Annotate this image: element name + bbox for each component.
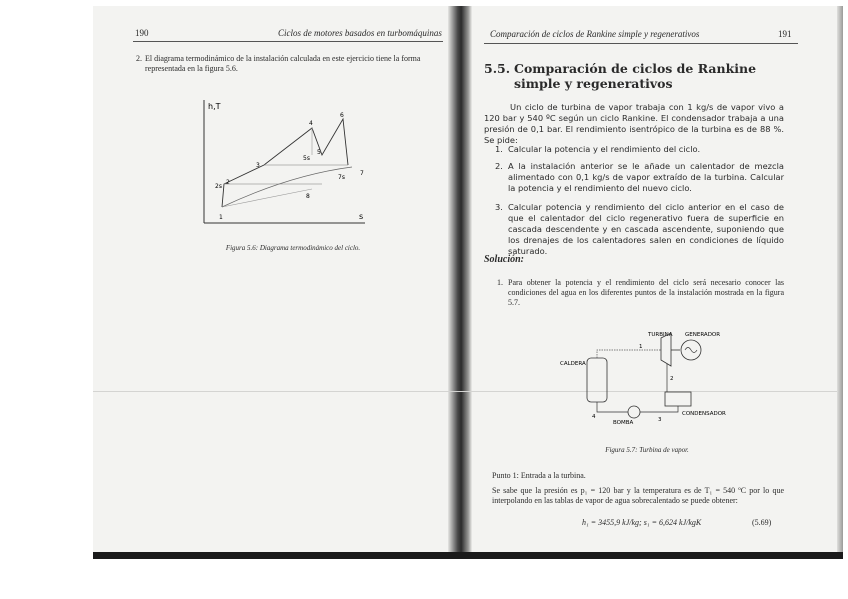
left-page-header: Ciclos de motores basados en turbomáquinas [278, 28, 442, 38]
right-figure-caption: Figura 5.7: Turbina de vapor. [605, 446, 689, 454]
pipe-1 [597, 350, 661, 358]
equation-number: (5.69) [752, 518, 772, 527]
solution-item-number: 1. [497, 278, 503, 287]
pump-symbol [628, 406, 640, 418]
question-number: 2. [495, 161, 503, 171]
point-1-heading: Punto 1: Entrada a la turbina. [492, 471, 586, 480]
condenser-symbol [665, 392, 691, 406]
section-title-text: Comparación de ciclos de Rankine simple y regenerativos [514, 61, 757, 91]
equation: h₁ = 3455,9 kJ/kg; s₁ = 6,624 kJ/kgK [582, 518, 702, 527]
right-page-header: Comparación de ciclos de Rankine simple y regenerativos [490, 29, 700, 39]
question-text: Calcular potencia y rendimiento del ciclo anterior en el caso de que el calentador del ciclo regenerativo fuera de superficie en cascada descendente y en cascada ascendente, suponiendo que los drenajes de los calentadores salen en condiciones de líquido saturado. [508, 202, 784, 256]
point-6-label: 6 [340, 112, 344, 119]
left-item-number: 2. [136, 54, 142, 63]
point-4-label: 4 [309, 120, 313, 127]
left-figure-caption: Figura 5.6: Diagrama termodinámico del ciclo. [225, 244, 361, 252]
left-page-number: 190 [135, 28, 149, 38]
point-8-label: 8 [306, 193, 310, 200]
point-2-label: 2 [226, 179, 230, 186]
left-page [93, 6, 448, 559]
sine-icon [685, 348, 697, 353]
question-item [495, 144, 784, 155]
pipe-3 [640, 406, 678, 412]
pipe-4 [597, 402, 628, 412]
point-7s-label: 7s [338, 174, 345, 181]
node-2-label: 2 [670, 376, 674, 382]
question-item [495, 161, 784, 194]
left-header-rule [133, 41, 443, 42]
section-number: 5.5. [484, 61, 511, 76]
bomba-label: BOMBA [613, 420, 634, 426]
axis-x-label: s [359, 212, 364, 221]
page-edge [837, 6, 843, 559]
problem-intro: Un ciclo de turbina de vapor trabaja con 1 kg/s de vapor vivo a 120 bar y 540 ºC según un ciclo Rankine. El condensador trabaja a una presión de 0,1 bar. El rendimiento isentrópico de la turbina es de 88 %. Se pide: [484, 102, 784, 145]
turbina-label: TURBINA [648, 332, 673, 338]
right-page [472, 6, 843, 559]
book-scan [93, 6, 843, 559]
point-5-label: 5 [317, 149, 321, 156]
scan-bottom-edge [93, 552, 843, 559]
node-1-label: 1 [639, 344, 643, 350]
solution-item-text: Para obtener la potencia y el rendimiento del ciclo será necesario conocer las condiciones del agua en los diferentes puntos de la instalación mostrada en la figura 5.7. [508, 278, 784, 307]
question-number: 3. [495, 202, 503, 212]
left-item-text: El diagrama termodinámico de la instalación calculada en este ejercicio tiene la forma representada en la figura 5.6. [145, 54, 421, 73]
boiler-symbol [587, 358, 607, 402]
question-item [495, 202, 784, 257]
node-3-label: 3 [658, 417, 662, 423]
point-1-label: 1 [219, 214, 223, 221]
question-number: 1. [495, 144, 503, 154]
book-gutter [448, 6, 472, 559]
left-list-item [136, 54, 445, 74]
cycle-path [222, 119, 348, 207]
point-2s-label: 2s [215, 183, 222, 190]
right-page-number: 191 [778, 29, 792, 39]
point-3-label: 3 [256, 162, 260, 169]
right-header-rule [484, 43, 798, 44]
question-text: A la instalación anterior se le añade un calentador de mezcla alimentado con 0,1 kg/s de vapor extraído de la turbina. Calcular la potencia y el rendimiento del nuevo ciclo. [508, 161, 784, 193]
node-4-label: 4 [592, 414, 596, 420]
steam-turbine-diagram [547, 324, 727, 436]
cycle-guide-line [222, 189, 312, 207]
point-1-text: Se sabe que la presión es p₁ = 120 bar y la temperatura es de T₁ = 540 ºC por lo que interpolando en las tablas de vapor de agua sobrecalentado se puede obtener: [492, 486, 784, 505]
question-text: Calcular la potencia y el rendimiento del ciclo. [508, 144, 701, 154]
point-5s-label: 5s [303, 155, 310, 162]
caldera-label: CALDERA [560, 361, 586, 367]
solution-item [497, 278, 784, 308]
solution-heading: Solución: [484, 254, 525, 265]
axis-y-label: h,T [208, 102, 221, 111]
generador-label: GENERADOR [685, 332, 721, 338]
condensador-label: CONDENSADOR [682, 411, 726, 417]
point-7-label: 7 [360, 170, 364, 177]
dome-curve [222, 167, 352, 207]
thermodynamic-diagram [200, 95, 370, 235]
